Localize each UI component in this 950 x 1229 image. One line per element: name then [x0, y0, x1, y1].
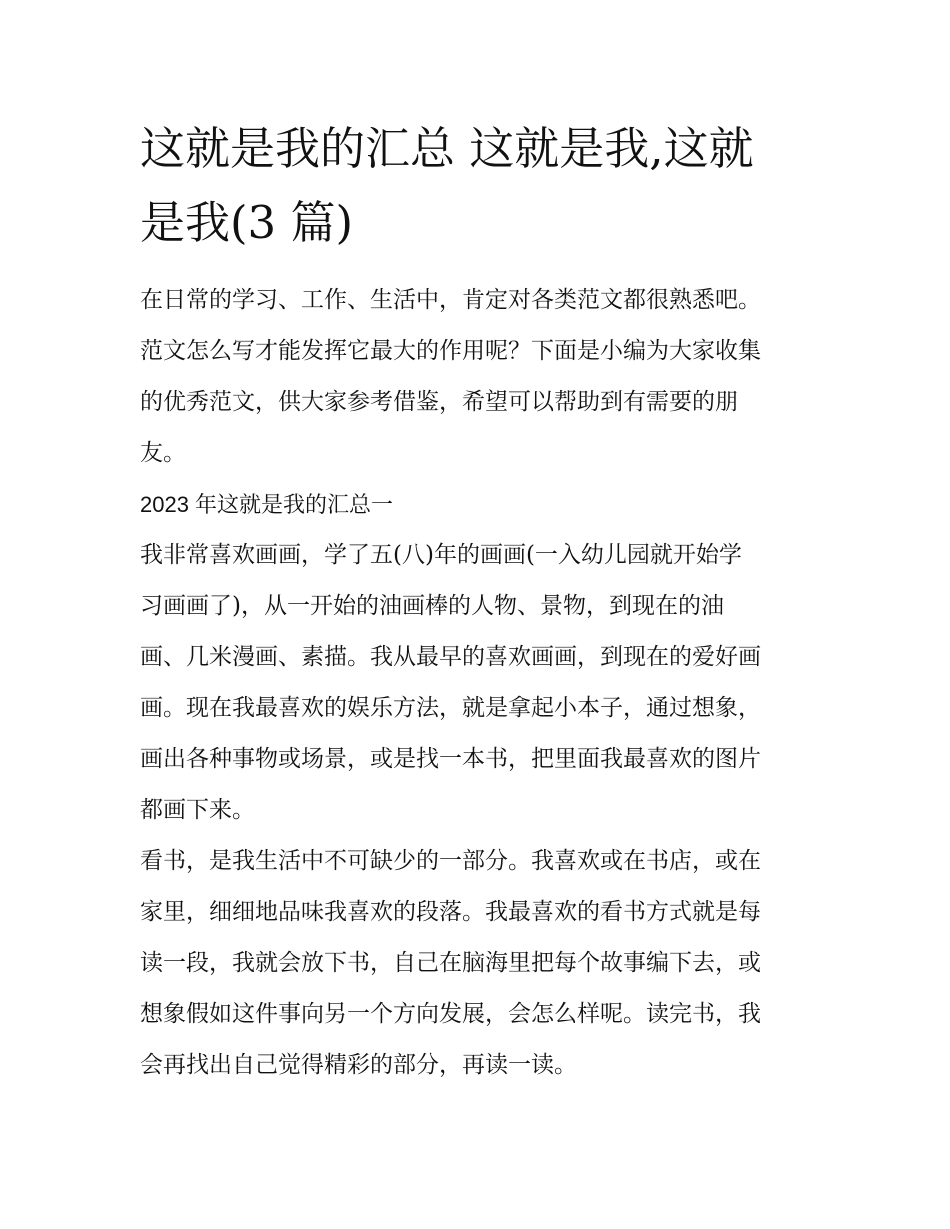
- document-title: 这就是我的汇总 这就是我,这就 是我(3 篇): [140, 122, 754, 249]
- intro-paragraph: 在日常的学习、工作、生活中，肯定对各类范文都很熟悉吧。 范文怎么写才能发挥它最大的作用呢？下面是小编为大家收集 的优秀范文，供大家参考借鉴，希望可以帮助到有需要的朋 友。: [140, 287, 761, 466]
- section-heading: 2023 年这就是我的汇总一: [140, 492, 394, 517]
- body-paragraph-reading: 看书，是我生活中不可缺少的一部分。我喜欢或在书店，或在 家里，细细地品味我喜欢的段落。我最喜欢的看书方式就是每 读一段，我就会放下书，自己在脑海里把每个故事编下去，或 想象假如这件事向另一个方向发展，会怎么样呢。读完书，我 会再找出自己觉得精彩的部分，再读一读。: [140, 848, 761, 1078]
- body-paragraph-drawing: 我非常喜欢画画，学了五(八)年的画画(一入幼儿园就开始学 习画画了)，从一开始的油画棒的人物、景物，到现在的油 画、几米漫画、素描。我从最早的喜欢画画，到现在的爱好画 画。现在我最喜欢的娱乐方法，就是拿起小本子，通过想象， 画出各种事物或场景，或是找一本书，把里面我最喜欢的图片 都画下来。: [140, 542, 761, 823]
- document-body: [140, 275, 816, 1091]
